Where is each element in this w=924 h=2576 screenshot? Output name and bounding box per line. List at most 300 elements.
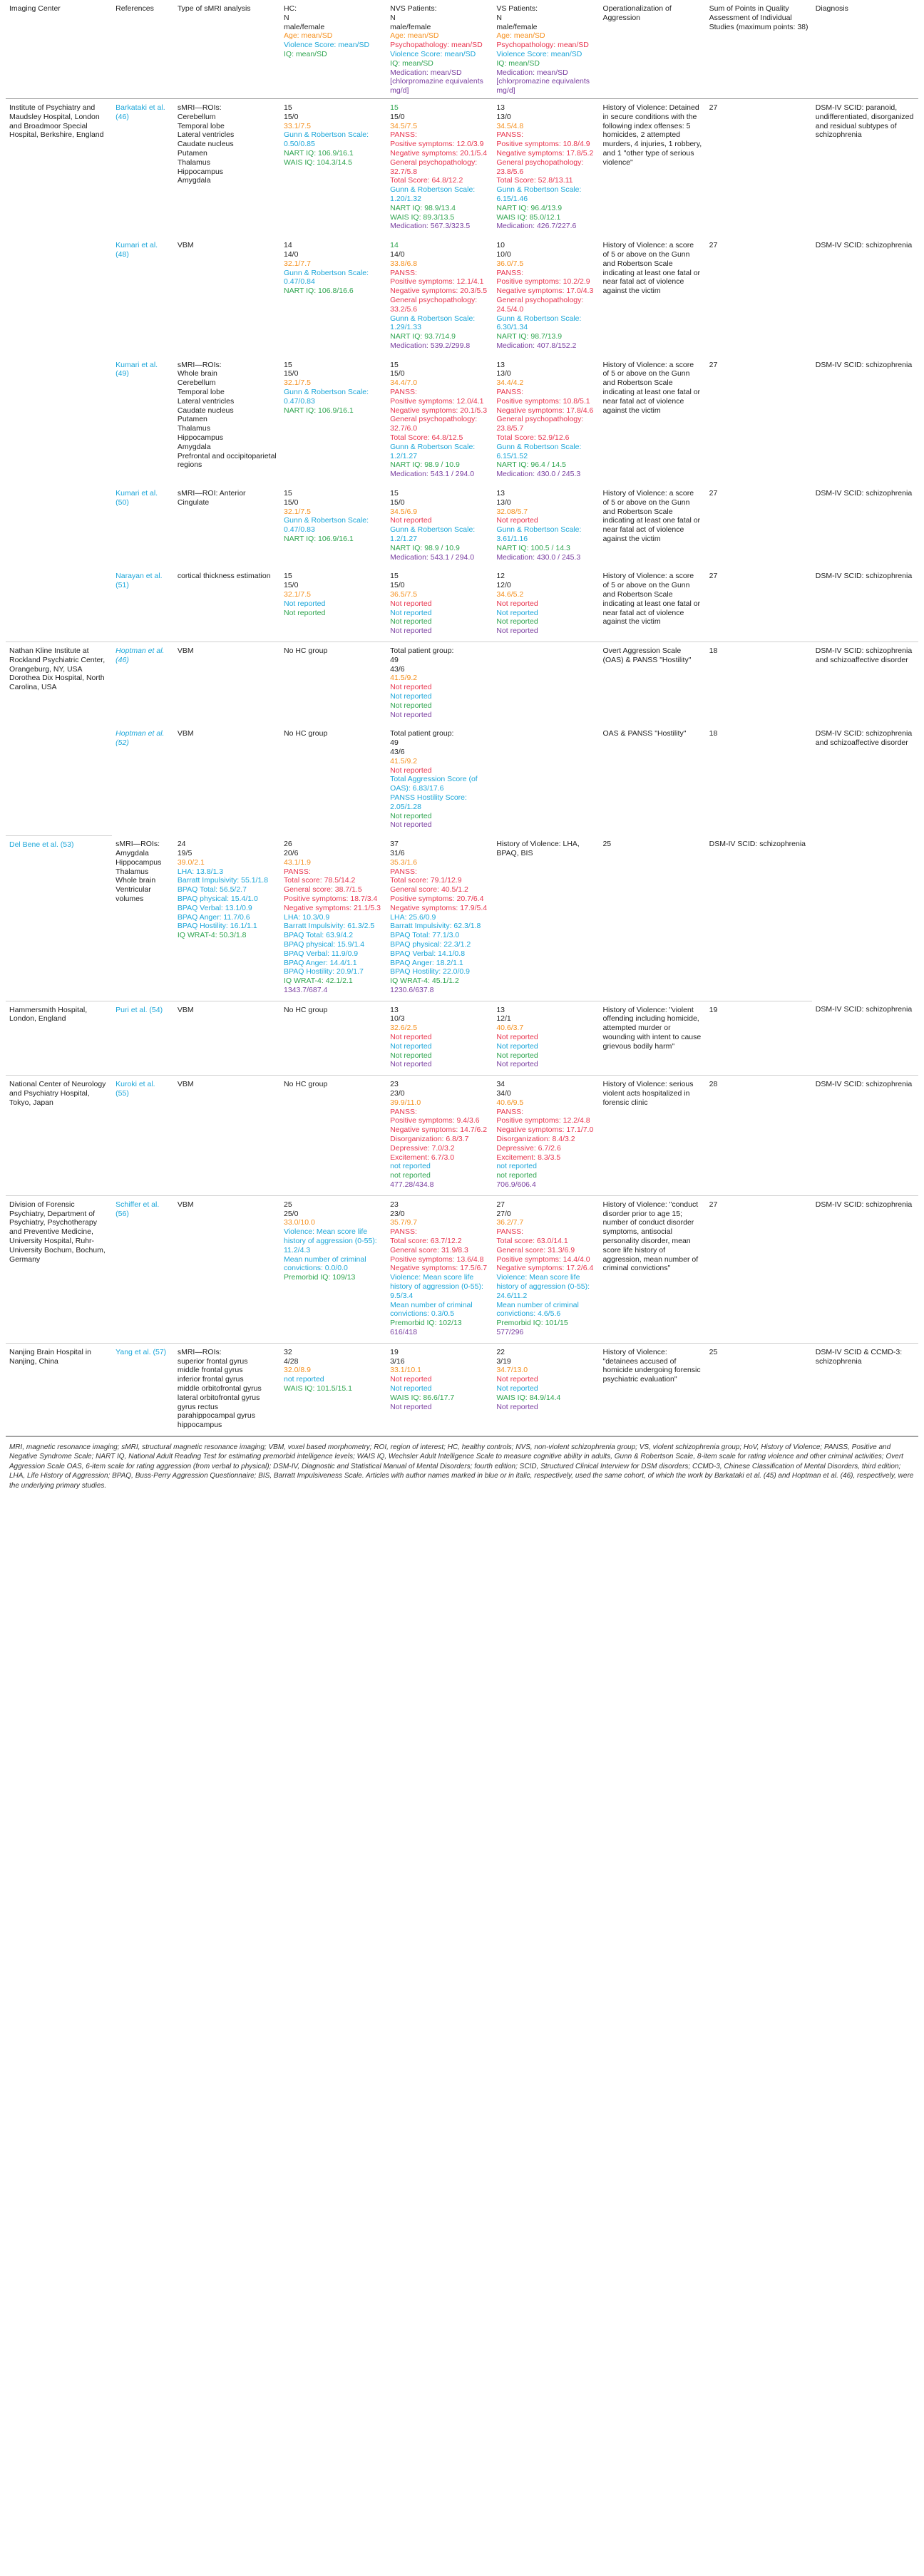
vs-cell <box>493 642 599 726</box>
cell-line: NART IQ: 106.9/16.1 <box>284 148 354 158</box>
cell-line: General score: 31.3/6.9 <box>496 1245 575 1254</box>
hc-cell <box>280 98 386 237</box>
analysis-type-cell <box>174 567 280 642</box>
analysis-line: sMRI—ROIs: <box>177 103 222 112</box>
operationalization-cell: History of Violence: "violent offending including homicide, attempted murder or wounding with intent to cause grievous bodily harm" <box>599 1001 705 1076</box>
cell-line: 13 <box>496 489 505 498</box>
cell-line: Gunn & Robertson Scale: 0.47/0.83 <box>284 388 369 406</box>
cell-line: 4/28 <box>284 1356 299 1366</box>
cell-line: Not reported <box>496 1051 538 1060</box>
cell-line: Violence Score: mean/SD <box>496 49 582 58</box>
analysis-type-cell <box>174 725 280 835</box>
reference-link[interactable]: Yang et al. (57) <box>115 1347 167 1356</box>
cell-line: Mean number of criminal convictions: 0.0/0.0 <box>284 1254 366 1273</box>
diagnosis-cell: DSM-IV SCID: schizophrenia <box>812 1195 918 1343</box>
cell-line: 15/0 <box>284 498 299 507</box>
cell-line: 1343.7/687.4 <box>284 985 328 994</box>
cell-line: 33.1/10.1 <box>390 1366 421 1375</box>
cell-line: 15/0 <box>284 369 299 378</box>
cell-line: Total patient group: <box>390 646 454 655</box>
analysis-line: sMRI—ROIs: <box>177 360 222 369</box>
diagnosis-cell: DSM-IV SCID: schizophrenia and schizoaffective disorder <box>815 729 913 748</box>
cell-line: General psychopathology: 32.7/5.8 <box>390 158 478 176</box>
header-quality-points: Sum of Points in Quality Assessment of Individual Studies (maximum points: 38) <box>706 0 812 98</box>
cell-line: Total score: 63.7/12.2 <box>390 1237 462 1246</box>
analysis-line: Caudate nucleus <box>177 140 234 149</box>
diagnosis-cell: DSM-IV SCID: schizophrenia <box>812 1001 918 1076</box>
diagnosis-cell: DSM-IV SCID: schizophrenia <box>815 489 913 498</box>
cell-line: 27/0 <box>496 1209 511 1218</box>
cell-line: 40.6/3.7 <box>496 1024 524 1033</box>
cell-line: 37 <box>390 840 399 849</box>
cell-line: WAIS IQ: 86.6/17.7 <box>390 1393 455 1402</box>
cell-line: 24 <box>177 840 186 849</box>
cell-line: male/female <box>496 22 538 31</box>
reference-link[interactable]: Hoptman et al. (46) <box>115 646 165 664</box>
cell-line: 13/0 <box>496 369 511 378</box>
cell-line: Gunn & Robertson Scale: 0.47/0.83 <box>284 516 369 535</box>
reference-link[interactable]: Puri et al. (54) <box>115 1005 163 1014</box>
cell-line: Negative symptoms: 17.0/4.3 <box>496 287 594 296</box>
reference-cell <box>112 725 174 835</box>
analysis-type-cell <box>174 1001 280 1076</box>
cell-line: Not reported <box>496 1060 538 1069</box>
cell-line: Negative symptoms: 20.1/5.3 <box>390 406 488 415</box>
analysis-line: VBM <box>177 1080 194 1089</box>
analysis-line: Hippocampus <box>177 433 224 443</box>
diagnosis-cell: DSM-IV SCID: schizophrenia and schizoaffective disorder <box>815 646 913 664</box>
cell-line: Medication: mean/SD [chlorpromazine equivalents mg/d] <box>390 68 483 96</box>
cell-line: Not reported <box>284 599 326 608</box>
cell-line: 13 <box>496 103 505 112</box>
cell-line: Positive symptoms: 13.6/4.8 <box>390 1254 484 1264</box>
analysis-line: gyrus rectus <box>177 1402 219 1411</box>
cell-line: 14 <box>390 241 399 250</box>
cell-line: Depressive: 7.0/3.2 <box>390 1143 455 1153</box>
cell-line: NART IQ: 96.4/13.9 <box>496 203 563 212</box>
cell-line: 35.7/9.7 <box>390 1218 418 1227</box>
cell-line: Age: mean/SD <box>496 31 545 41</box>
analysis-line: Cerebellum <box>177 378 216 388</box>
cell-line: 15/0 <box>390 369 405 378</box>
study-row <box>6 1195 918 1343</box>
analysis-line: Whole brain <box>115 876 156 885</box>
reference-cell <box>112 1195 174 1343</box>
analysis-line: Lateral ventricles <box>177 396 235 406</box>
study-row <box>6 835 918 1001</box>
cell-line: 14/0 <box>284 249 299 259</box>
cell-line: VS Patients: <box>496 4 538 13</box>
cell-line: WAIS IQ: 85.0/12.1 <box>496 212 561 222</box>
cell-line: 34.7/13.0 <box>496 1366 528 1375</box>
cell-line: IQ: mean/SD <box>390 58 433 68</box>
analysis-line: sMRI—ROIs: <box>177 1347 222 1356</box>
cell-line: Not reported <box>390 1041 432 1051</box>
cell-line: 43/6 <box>390 664 405 674</box>
cell-line: 15 <box>284 103 292 112</box>
cell-line: Total Score: 52.8/13.11 <box>496 176 573 185</box>
cell-line: No HC group <box>284 729 328 738</box>
nvs-cell <box>386 725 493 835</box>
cell-line: Medication: 539.2/299.8 <box>390 341 471 350</box>
cell-line: N <box>284 13 289 22</box>
diagnosis-cell: DSM-IV SCID: schizophrenia <box>812 567 918 642</box>
quality-points-cell: 19 <box>706 1001 812 1076</box>
cell-line: 34 <box>496 1080 505 1089</box>
cell-line: Gunn & Robertson Scale: 0.50/0.85 <box>284 130 369 149</box>
reference-cell <box>6 835 112 1001</box>
cell-line: Not reported <box>390 1033 432 1042</box>
cell-line: 34.5/4.8 <box>496 121 524 130</box>
cell-line: 35.3/1.6 <box>390 857 418 867</box>
reference-link[interactable]: Hoptman et al. (52) <box>115 729 165 748</box>
cell-line: BPAQ Hostility: 20.9/1.7 <box>284 967 364 977</box>
vs-cell <box>493 1001 599 1076</box>
cell-line: 22 <box>496 1347 505 1356</box>
cell-line: 49 <box>390 738 399 748</box>
diagnosis-cell: DSM-IV SCID: schizophrenia <box>815 241 913 250</box>
quality-points-cell: 27 <box>709 360 718 369</box>
imaging-center-cell: Hammersmith Hospital, London, England <box>6 1001 112 1076</box>
cell-line: 27 <box>496 1200 505 1209</box>
cell-line: Gunn & Robertson Scale: 6.15/1.46 <box>496 185 582 203</box>
cell-line: Not reported <box>496 1375 538 1384</box>
reference-link[interactable]: Kumari et al. (48) <box>115 241 158 259</box>
cell-line: Medication: 543.1 / 294.0 <box>390 552 475 562</box>
cell-line: NART IQ: 106.8/16.6 <box>284 287 354 296</box>
cell-line: Medication: 430.0 / 245.3 <box>496 470 581 479</box>
cell-line: 23 <box>390 1200 399 1209</box>
cell-line: Negative symptoms: 17.9/5.4 <box>390 903 488 912</box>
cell-line: 36.2/7.7 <box>496 1218 524 1227</box>
cell-line: Total Score: 64.8/12.5 <box>390 433 463 443</box>
operationalization-cell: History of Violence: a score of 5 or above on the Gunn and Robertson Scale indicating at least one fatal or near fatal act of violence against the victim <box>602 489 701 544</box>
hc-cell <box>280 1001 386 1076</box>
cell-line: Mean number of criminal convictions: 0.3/0.5 <box>390 1300 473 1319</box>
header-hc <box>280 0 386 98</box>
analysis-line: sMRI—ROIs: <box>115 840 160 849</box>
analysis-line: Thalamus <box>177 158 210 167</box>
analysis-line: Amygdala <box>177 176 211 185</box>
cell-line: 15/0 <box>390 581 405 590</box>
cell-line: 10 <box>496 241 505 250</box>
cell-line: Negative symptoms: 14.7/6.2 <box>390 1125 488 1135</box>
operationalization-cell: History of Violence: "detainees accused of homicide undergoing forensic psychiatric evaluation" <box>599 1343 705 1436</box>
cell-line: 15/0 <box>390 112 405 121</box>
cell-line: Age: mean/SD <box>390 31 439 41</box>
cell-line: 19/5 <box>177 848 192 857</box>
cell-line: 36.5/7.5 <box>390 590 418 599</box>
cell-line: General psychopathology: 24.5/4.0 <box>496 295 584 314</box>
operationalization-cell: History of Violence: a score of 5 or above on the Gunn and Robertson Scale indicating at least one fatal or near fatal act of violence against the victim <box>602 360 701 415</box>
quality-points-cell: 25 <box>706 1343 812 1436</box>
nvs-cell <box>386 1001 493 1076</box>
reference-cell <box>112 1076 174 1196</box>
cell-line: Medication: mean/SD [chlorpromazine equivalents mg/d] <box>496 68 590 96</box>
cell-line: Positive symptoms: 10.2/2.9 <box>496 277 590 287</box>
vs-cell <box>493 1343 599 1436</box>
cell-line: 10/0 <box>496 249 511 259</box>
cell-line: 23/0 <box>390 1089 405 1098</box>
cell-line: Not reported <box>390 766 432 775</box>
nvs-cell <box>386 1195 493 1343</box>
cell-line: 34.5/7.5 <box>390 121 418 130</box>
cell-line: PANSS: <box>496 388 524 397</box>
cell-line: Barratt Impulsivity: 55.1/1.8 <box>177 876 269 885</box>
cell-line: NART IQ: 98.9 / 10.9 <box>390 543 460 552</box>
cell-line: Age: mean/SD <box>284 31 333 41</box>
analysis-line: VBM <box>177 646 194 655</box>
cell-line: Negative symptoms: 17.8/5.2 <box>496 148 594 158</box>
analysis-line: Cerebellum <box>177 112 216 121</box>
cell-line: 34.4/7.0 <box>390 378 418 388</box>
cell-line: 15 <box>284 489 292 498</box>
hc-cell <box>280 1343 386 1436</box>
cell-line: HC: <box>284 4 297 13</box>
cell-line: BPAQ physical: 22.3/1.2 <box>390 939 471 949</box>
cell-line: 15 <box>390 572 399 581</box>
analysis-line: hippocampus <box>177 1421 222 1430</box>
cell-line: Psychopathology: mean/SD <box>390 41 483 50</box>
cell-line: not reported <box>390 1162 431 1171</box>
cell-line: Medication: 426.7/227.6 <box>496 222 577 231</box>
cell-line: PANSS: <box>284 867 311 876</box>
cell-line: General psychopathology: 32.7/6.0 <box>390 415 478 433</box>
hc-cell <box>280 642 386 726</box>
cell-line: Gunn & Robertson Scale: 1.20/1.32 <box>390 185 476 203</box>
cell-line: not reported <box>284 1375 324 1384</box>
cell-line: Not reported <box>390 1375 432 1384</box>
cell-line: Psychopathology: mean/SD <box>496 41 589 50</box>
reference-link[interactable]: Del Bene et al. (53) <box>9 840 74 849</box>
analysis-line: Prefrontal and occipitoparietal regions <box>177 451 277 470</box>
cell-line: 25 <box>284 1200 292 1209</box>
analysis-line: Hippocampus <box>177 167 224 176</box>
cell-line: PANSS: <box>496 1107 524 1116</box>
cell-line: Positive symptoms: 10.8/4.9 <box>496 140 590 149</box>
cell-line: 10/3 <box>390 1014 405 1024</box>
study-row <box>6 485 918 567</box>
cell-line: LHA: 25.6/0.9 <box>390 912 436 922</box>
vs-cell <box>493 567 599 642</box>
cell-line: Positive symptoms: 18.7/3.4 <box>284 894 378 903</box>
cell-line: 13 <box>496 1005 505 1014</box>
cell-line: PANSS: <box>390 1107 417 1116</box>
reference-link[interactable]: Kuroki et al. (55) <box>115 1080 155 1098</box>
cell-line: NART IQ: 106.9/16.1 <box>284 535 354 544</box>
cell-line: 23 <box>390 1080 399 1089</box>
cell-line: 32.08/5.7 <box>496 507 528 516</box>
cell-line: Gunn & Robertson Scale: 6.15/1.52 <box>496 442 582 460</box>
cell-line: 3/16 <box>390 1356 405 1366</box>
cell-line: 3/19 <box>496 1356 511 1366</box>
cell-line: 15 <box>284 360 292 369</box>
study-row <box>6 1076 918 1196</box>
study-row <box>6 567 918 642</box>
cell-line: PANSS: <box>390 1227 417 1237</box>
cell-line: NVS Patients: <box>390 4 437 13</box>
cell-line: BPAQ Total: 56.5/2.7 <box>177 885 247 895</box>
nvs-cell <box>386 98 493 237</box>
cell-line: 31/6 <box>390 848 405 857</box>
cell-line: male/female <box>284 22 325 31</box>
quality-points-cell: 27 <box>709 103 718 112</box>
cell-line: 39.0/2.1 <box>177 857 205 867</box>
diagnosis-cell: DSM-IV SCID: schizophrenia <box>815 360 913 369</box>
analysis-type-cell <box>174 1343 280 1436</box>
cell-line: Not reported <box>496 599 538 608</box>
cell-line: IQ: mean/SD <box>284 49 327 58</box>
reference-link[interactable]: Schiffer et al. (56) <box>115 1200 160 1218</box>
cell-line: 34.6/5.2 <box>496 590 524 599</box>
cell-line: Disorganization: 6.8/3.7 <box>390 1135 469 1144</box>
cell-line: NART IQ: 98.9 / 10.9 <box>390 460 460 470</box>
cell-line: Total Score: 52.9/12.6 <box>496 433 570 443</box>
vs-cell <box>493 485 599 567</box>
cell-line: WAIS IQ: 84.9/14.4 <box>496 1393 561 1402</box>
study-row <box>6 725 918 835</box>
cell-line: Total Aggression Score (of OAS): 6.83/17.6 <box>390 775 478 793</box>
analysis-type-cell <box>112 835 174 1001</box>
cell-line: Positive symptoms: 12.2/4.8 <box>496 1116 590 1125</box>
header-row <box>6 0 918 98</box>
cell-line: Not reported <box>496 1402 538 1411</box>
hc-cell <box>280 356 386 485</box>
cell-line: 34/0 <box>496 1089 511 1098</box>
cell-line: 577/296 <box>496 1327 524 1336</box>
vs-cell <box>493 98 599 237</box>
cell-line: BPAQ Total: 77.1/3.0 <box>390 931 460 940</box>
cell-line: Not reported <box>390 683 432 692</box>
analysis-line: Amygdala <box>177 442 211 451</box>
cell-line: 32.1/7.5 <box>284 378 311 388</box>
cell-line: N <box>496 13 502 22</box>
cell-line: 41.5/9.2 <box>390 756 418 766</box>
cell-line: 15 <box>390 360 399 369</box>
reference-link[interactable]: Kumari et al. (50) <box>115 489 158 507</box>
cell-line: BPAQ Anger: 14.4/1.1 <box>284 958 357 967</box>
cell-line: NART IQ: 100.5 / 14.3 <box>496 543 570 552</box>
cell-line: Not reported <box>390 627 432 636</box>
cell-line: not reported <box>496 1162 537 1171</box>
cell-line: 26 <box>284 840 292 849</box>
cell-line: 33.8/6.8 <box>390 259 418 268</box>
analysis-line: Temporal lobe <box>177 388 225 397</box>
cell-line: not reported <box>496 1171 537 1180</box>
header-imaging-center: Imaging Center <box>6 0 112 98</box>
operationalization-cell: History of Violence: Detained in secure conditions with the following index offenses: 5 homicides, 2 attempted murders, 4 injuries, 1 robbery, and 1 "other type of serious violence" <box>602 103 702 167</box>
cell-line: 15/0 <box>390 498 405 507</box>
cell-line: 616/418 <box>390 1327 418 1336</box>
hc-cell <box>280 567 386 642</box>
cell-line: 13 <box>496 360 505 369</box>
vs-cell <box>493 1195 599 1343</box>
cell-line: 32.1/7.5 <box>284 590 311 599</box>
operationalization-cell: OAS & PANSS "Hostility" <box>602 729 687 738</box>
imaging-center-cell: Division of Forensic Psychiatry, Department of Psychiatry, Psychotherapy and Preventive Medicine, University Hospital, Ruhr-University Bochum, Bochum, Germany <box>6 1195 112 1343</box>
cell-line: NART IQ: 98.7/13.9 <box>496 332 563 341</box>
nvs-cell <box>386 1076 493 1196</box>
vs-cell <box>493 725 599 835</box>
study-table <box>6 0 918 1436</box>
reference-link[interactable]: Narayan et al. (51) <box>115 572 163 590</box>
cell-line: Excitement: 6.7/3.0 <box>390 1153 455 1162</box>
quality-points-cell: 27 <box>709 489 718 498</box>
cell-line: General score: 38.7/1.5 <box>284 885 362 895</box>
reference-cell <box>112 642 174 726</box>
hc-cell <box>280 237 386 356</box>
cell-line: 33.1/7.5 <box>284 121 311 130</box>
cell-line: Not reported <box>496 617 538 627</box>
hc-cell <box>280 1195 386 1343</box>
operationalization-cell: History of Violence: LHA, BPAQ, BIS <box>493 835 599 1001</box>
cell-line: 15 <box>390 489 399 498</box>
cell-line: Not reported <box>390 691 432 701</box>
cell-line: Gunn & Robertson Scale: 3.61/1.16 <box>496 525 582 544</box>
study-row <box>6 642 918 726</box>
cell-line: 34.4/4.2 <box>496 378 524 388</box>
cell-line: Negative symptoms: 17.5/6.7 <box>390 1264 488 1273</box>
analysis-type-cell <box>174 485 280 567</box>
analysis-line: Ventricular volumes <box>115 885 151 903</box>
analysis-type-cell <box>174 642 280 726</box>
header-operationalization: Operationalization of Aggression <box>599 0 705 98</box>
operationalization-cell: History of Violence: a score of 5 or above on the Gunn and Robertson Scale indicating at least one fatal or near fatal act of violence against the victim <box>599 567 705 642</box>
nvs-cell <box>386 1343 493 1436</box>
cell-line: General score: 31.9/8.3 <box>390 1245 468 1254</box>
cell-line: 32.0/8.9 <box>284 1366 311 1375</box>
analysis-type-cell <box>174 1195 280 1343</box>
cell-line: Violence Score: mean/SD <box>390 49 476 58</box>
cell-line: General psychopathology: 23.8/5.7 <box>496 415 584 433</box>
cell-line: WAIS IQ: 101.5/15.1 <box>284 1384 352 1393</box>
cell-line: Not reported <box>496 627 538 636</box>
cell-line: Not reported <box>390 1060 432 1069</box>
cell-line: BPAQ physical: 15.4/1.0 <box>177 894 258 903</box>
imaging-center-cell: Nathan Kline Institute at Rockland Psychiatric Center, Orangeburg, NY, USA Dorothea Dix Hospital, North Carolina, USA <box>6 642 112 836</box>
hc-cell <box>174 835 280 1001</box>
analysis-line: inferior frontal gyrus <box>177 1375 244 1384</box>
document <box>3 0 921 1498</box>
cell-line: 706.9/606.4 <box>496 1180 536 1190</box>
analysis-line: parahippocampal gyrus <box>177 1411 255 1421</box>
cell-line: 32.1/7.5 <box>284 507 311 516</box>
cell-line: IQ WRAT-4: 45.1/1.2 <box>390 977 459 986</box>
study-row <box>6 98 918 237</box>
cell-line: Total patient group: <box>390 729 454 738</box>
cell-line: 43.1/1.9 <box>284 857 311 867</box>
cell-line: Premorbid IQ: 101/15 <box>496 1319 568 1328</box>
analysis-line: sMRI—ROI: Anterior Cingulate <box>177 489 246 507</box>
imaging-center-cell: Institute of Psychiatry and Maudsley Hospital, London and Broadmoor Special Hospital, Berkshire, England <box>6 98 112 642</box>
cell-line: Gunn & Robertson Scale: 6.30/1.34 <box>496 314 582 332</box>
cell-line: IQ: mean/SD <box>496 58 540 68</box>
cell-line: 14 <box>284 241 292 250</box>
reference-link[interactable]: Kumari et al. (49) <box>115 360 158 378</box>
cell-line: NART IQ: 93.7/14.9 <box>390 332 456 341</box>
reference-link[interactable]: Barkataki et al. (46) <box>115 103 165 121</box>
nvs-cell <box>386 237 493 356</box>
analysis-line: Putamen <box>177 148 207 158</box>
cell-line: 39.9/11.0 <box>390 1098 421 1107</box>
analysis-line: lateral orbitofrontal gyrus <box>177 1393 260 1402</box>
reference-cell <box>112 1001 174 1076</box>
cell-line: 43/6 <box>390 747 405 756</box>
diagnosis-cell: DSM-IV SCID: schizophrenia <box>706 835 812 1001</box>
analysis-line: VBM <box>177 241 194 250</box>
vs-cell <box>386 835 493 1001</box>
cell-line: Negative symptoms: 17.2/6.4 <box>496 1264 594 1273</box>
